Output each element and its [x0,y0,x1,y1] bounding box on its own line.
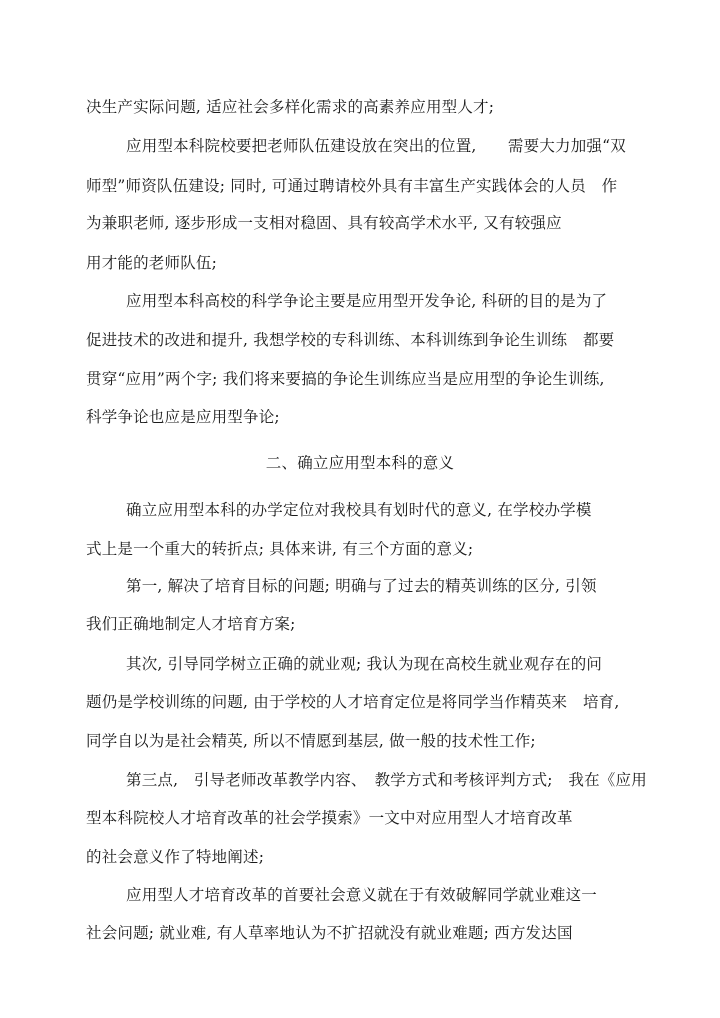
text-line: 应用型本科高校的科学争论主要是应用型开发争论, 科研的目的是为了 [126,292,608,310]
text-line: 其次, 引导同学树立正确的就业观; 我认为现在高校生就业观存在的问 [126,655,603,673]
text-line: 式上是一个重大的转折点; 具体来讲, 有三个方面的意义; [86,540,474,558]
text-line: 型本科院校人才培育改革的社会学摸索》一文中对应用型人才培育改革 [86,809,573,827]
text-line: 为兼职老师, 逐步形成一支相对稳固、具有较高学术水平, 又有较强应 [86,214,562,232]
text-line: 促进技术的改进和提升, 我想学校的专科训练、本科训练到争论生训练 都要 [86,331,615,349]
text-line: 的社会意义作了特地阐述; [86,848,265,866]
section-heading: 二、确立应用型本科的意义 [265,454,455,472]
text-line: 应用型本科院校要把老师队伍建设放在突出的位置, 需要大力加强“双 [126,137,626,155]
text-line: 同学自以为是社会精英, 所以不情愿到基层, 做一般的技术性工作; [86,732,536,750]
text-line: 我们正确地制定人才培育方案; [86,615,296,633]
text-line: 应用型人才培育改革的首要社会意义就在于有效破解同学就业难这一 [126,886,598,904]
text-line: 贯穿“应用”两个字; 我们将来要搞的争论生训练应当是应用型的争论生训练, [86,370,605,388]
text-line: 确立应用型本科的办学定位对我校具有划时代的意义, 在学校办学模 [126,501,592,519]
text-line: 科学争论也应是应用型争论; [86,408,280,426]
text-line: 师型”师资队伍建设; 同时, 可通过聘请校外具有丰富生产实践体会的人员 作 [86,177,618,195]
text-line: 第一, 解决了培育目标的问题; 明确与了过去的精英训练的区分, 引领 [126,577,597,595]
text-line: 用才能的老师队伍; [86,254,218,272]
text-line: 社会问题; 就业难, 有人草率地认为不扩招就没有就业难题; 西方发达国 [86,924,573,942]
text-line: 第三点, 引导老师改革教学内容、 教学方式和考核评判方式; 我在《应用 [126,771,647,789]
text-line: 题仍是学校训练的问题, 由于学校的人才培育定位是将同学当作精英来 培育, [86,693,620,711]
text-line: 决生产实际问题, 适应社会多样化需求的高素养应用型人才; [86,98,495,116]
